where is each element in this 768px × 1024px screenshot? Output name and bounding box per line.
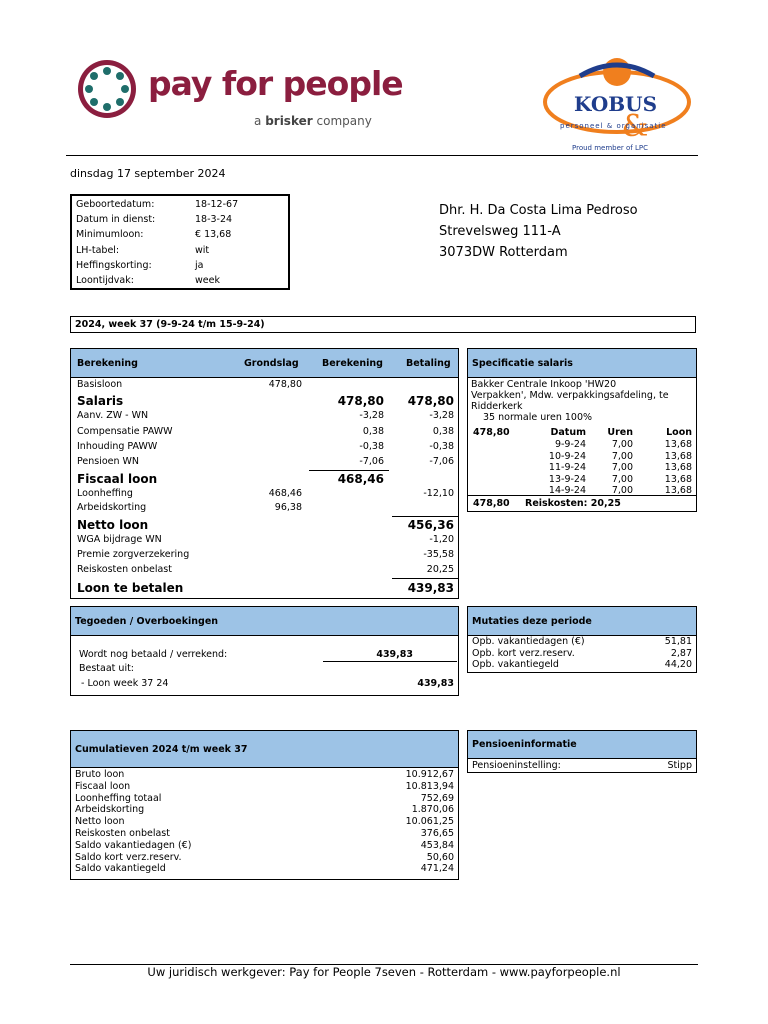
cum-value: 471,24 (420, 863, 454, 875)
pay-for-people-logo (76, 58, 403, 132)
loon-te-betalen-label: Loon te betalen (77, 581, 184, 595)
cum-label: Reiskosten onbelast (75, 828, 170, 839)
spec-total: 478,80 (473, 427, 510, 438)
employee-info-label: Heffingskorting: (76, 259, 152, 271)
calc-header-grondslag: Grondslag (244, 358, 299, 369)
cum-value: 1.870,06 (411, 804, 454, 816)
pens-berekening: -7,06 (359, 456, 384, 467)
cum-label: Loonheffing totaal (75, 792, 162, 804)
cumulatieven-box (70, 730, 459, 880)
spec-col-uren: Uren (607, 427, 633, 438)
cum-value: 376,65 (420, 828, 454, 839)
employee-info-value: week (195, 275, 220, 286)
arbeidskorting-grondslag: 96,38 (274, 502, 302, 513)
spec-row-datum: 14-9-24 (548, 485, 586, 496)
netto-betaling: 456,36 (407, 518, 454, 532)
kobus-name: KOBUS (574, 92, 658, 116)
spec-row-loon: 13,68 (664, 473, 692, 485)
cum-value: 10.813,94 (405, 780, 454, 792)
loon-te-betalen-betaling: 439,83 (407, 581, 454, 595)
address-city: 3073DW Rotterdam (439, 245, 568, 260)
arbeidskorting-label: Arbeidskorting (77, 502, 147, 513)
pensioen-header (467, 730, 697, 759)
premie-betaling: -35,58 (423, 549, 454, 560)
address-street: Strevelsweg 111-A (439, 224, 561, 239)
cum-value: 10.912,67 (405, 769, 454, 780)
mutaties-title: Mutaties deze periode (472, 616, 592, 627)
cum-label: Saldo vakantiegeld (75, 863, 166, 875)
spec-row-uren: 7,00 (611, 462, 633, 473)
calc-header-berekening: Berekening (322, 358, 383, 369)
spec-desc-line2: Verpakken', Mdw. verpakkingsafdeling, te (471, 390, 669, 401)
cum-header (70, 730, 459, 768)
fiscaal-divider (309, 470, 389, 471)
employee-info-value: € 13,68 (195, 229, 232, 241)
cum-label: Netto loon (75, 816, 125, 828)
wga-label: WGA bijdrage WN (77, 534, 162, 545)
wordt-label: Wordt nog betaald / verrekend: (79, 649, 228, 660)
calc-header-label: Berekening (77, 358, 138, 369)
employee-info-value: 18-3-24 (195, 214, 233, 226)
loonheffing-betaling: -12,10 (423, 488, 454, 499)
wga-betaling: -1,20 (429, 534, 454, 545)
calc-header-betaling: Betaling (406, 358, 451, 369)
spec-row-uren: 7,00 (611, 473, 633, 485)
cum-value: 10.061,25 (405, 816, 454, 828)
employee-info-value: ja (195, 259, 204, 271)
employee-info-value: wit (195, 244, 210, 256)
spec-description (471, 379, 669, 423)
employee-info-box (70, 194, 290, 290)
loon-week-value: 439,83 (417, 678, 454, 689)
calculation-table (70, 348, 459, 599)
comp-label: Compensatie PAWW (77, 426, 173, 437)
spec-title: Specificatie salaris (472, 358, 573, 369)
employee-info-label: Loontijdvak: (76, 275, 134, 286)
cum-value: 752,69 (420, 792, 454, 804)
aanv-berekening: -3,28 (359, 410, 384, 421)
employee-info-label: Datum in dienst: (76, 214, 156, 226)
netto-label: Netto loon (77, 518, 149, 532)
spec-footer-total: 478,80 (473, 498, 510, 509)
document-date: dinsdag 17 september 2024 (70, 167, 226, 180)
spec-footer-reis: Reiskosten: 20,25 (525, 498, 621, 509)
cum-value: 50,60 (426, 851, 454, 863)
fiscaal-label: Fiscaal loon (77, 472, 158, 486)
wordt-value: 439,83 (376, 649, 413, 660)
spec-header (467, 348, 697, 378)
pensioen-label: Pensioeninstelling: (472, 760, 561, 771)
mutatie-label: Opb. vakantiegeld (472, 659, 559, 670)
cum-title: Cumulatieven 2024 t/m week 37 (75, 744, 248, 755)
spec-desc-line3: Ridderkerk (471, 401, 523, 412)
spec-desc-line4: 35 normale uren 100% (483, 412, 593, 423)
cum-value: 453,84 (420, 839, 454, 851)
aanv-betaling: -3,28 (429, 410, 454, 421)
spec-col-datum: Datum (550, 427, 586, 438)
netto-divider (392, 516, 458, 517)
cum-label: Bruto loon (75, 769, 125, 780)
reiskosten-betaling: 20,25 (426, 564, 454, 575)
pens-label: Pensioen WN (77, 456, 140, 467)
spec-salaris-box (467, 348, 697, 512)
loon-week-label: - Loon week 37 24 (81, 678, 169, 689)
calc-header (70, 348, 459, 378)
spec-row-datum: 10-9-24 (548, 450, 586, 462)
spec-row-loon: 13,68 (664, 439, 692, 450)
period-text: 2024, week 37 (9-9-24 t/m 15-9-24) (75, 319, 265, 330)
salaris-label: Salaris (77, 394, 124, 408)
pensioen-title: Pensioeninformatie (472, 739, 577, 750)
cum-label: Saldo vakantiedagen (€) (75, 839, 192, 851)
mutatie-label: Opb. kort verz.reserv. (472, 647, 575, 659)
address-name: Dhr. H. Da Costa Lima Pedroso (439, 203, 638, 218)
loonheffing-grondslag: 468,46 (268, 488, 302, 499)
loon-divider (392, 578, 458, 579)
inh-betaling: -0,38 (429, 441, 454, 452)
loonheffing-label: Loonheffing (77, 488, 133, 499)
spec-desc-line1: Bakker Centrale Inkoop 'HW20 (471, 379, 617, 390)
bestaat-label: Bestaat uit: (79, 663, 135, 674)
cum-label: Saldo kort verz.reserv. (75, 851, 182, 863)
spec-row-loon: 13,68 (664, 462, 692, 473)
spec-row-loon: 13,68 (664, 485, 692, 496)
spec-row-uren: 7,00 (611, 439, 633, 450)
kobus-sub: personeel & organisatie (560, 122, 667, 130)
footer-text: Uw juridisch werkgever: Pay for People 7seven - Rotterdam - www.payforpeople.nl (147, 965, 621, 979)
brand-name: pay for people (148, 64, 403, 103)
pens-betaling: -7,06 (429, 456, 454, 467)
basisloon-grondslag: 478,80 (268, 379, 302, 390)
cum-label: Fiscaal loon (75, 780, 131, 792)
spec-row-datum: 13-9-24 (548, 473, 586, 485)
premie-label: Premie zorgverzekering (77, 549, 190, 560)
spec-row-uren: 7,00 (611, 485, 633, 496)
employee-info-value: 18-12-67 (195, 199, 239, 210)
spec-footer-divider (468, 495, 696, 496)
address-block (439, 200, 638, 263)
reiskosten-label: Reiskosten onbelast (77, 564, 172, 575)
tagline-company: company (316, 114, 372, 128)
comp-betaling: 0,38 (432, 426, 454, 437)
fiscaal-berekening: 468,46 (337, 472, 384, 486)
kobus-member: Proud member of LPC (572, 144, 648, 152)
pinwheel-logo-icon (76, 58, 138, 120)
inh-label: Inhouding PAWW (77, 441, 158, 452)
aanv-label: Aanv. ZW - WN (77, 410, 149, 421)
mutatie-label: Opb. vakantiedagen (€) (472, 636, 585, 647)
tegoeden-header (70, 606, 459, 636)
inh-berekening: -0,38 (359, 441, 384, 452)
spec-col-loon: Loon (666, 427, 692, 438)
mutaties-box (467, 606, 697, 673)
salaris-betaling: 478,80 (407, 394, 454, 408)
tagline-a: a (254, 114, 262, 128)
cum-label: Arbeidskorting (75, 804, 145, 816)
spec-row-uren: 7,00 (611, 450, 633, 462)
svg-text:&: & (621, 109, 649, 144)
mutatie-value: 44,20 (664, 659, 692, 670)
wordt-divider (323, 661, 457, 662)
spec-row-datum: 11-9-24 (548, 462, 586, 473)
salaris-berekening: 478,80 (337, 394, 384, 408)
period-bar (70, 316, 696, 333)
spec-row-datum: 9-9-24 (554, 439, 586, 450)
employee-info-label: Minimumloon: (76, 229, 144, 241)
brand-tagline (254, 114, 372, 128)
basisloon-label: Basisloon (77, 379, 123, 390)
top-divider (66, 155, 698, 156)
spec-row-loon: 13,68 (664, 450, 692, 462)
kobus-logo (540, 58, 695, 154)
mutatie-value: 2,87 (670, 647, 692, 659)
tegoeden-title: Tegoeden / Overboekingen (75, 616, 219, 627)
mutatie-value: 51,81 (664, 636, 692, 647)
mutaties-header (467, 606, 697, 636)
pensioen-box (467, 730, 697, 773)
tagline-brisker: brisker (265, 114, 313, 128)
tegoeden-box (70, 606, 459, 696)
employee-info-label: Geboortedatum: (76, 199, 155, 210)
employee-info-label: LH-tabel: (76, 244, 120, 256)
pensioen-value: Stipp (667, 760, 692, 771)
comp-berekening: 0,38 (362, 426, 384, 437)
